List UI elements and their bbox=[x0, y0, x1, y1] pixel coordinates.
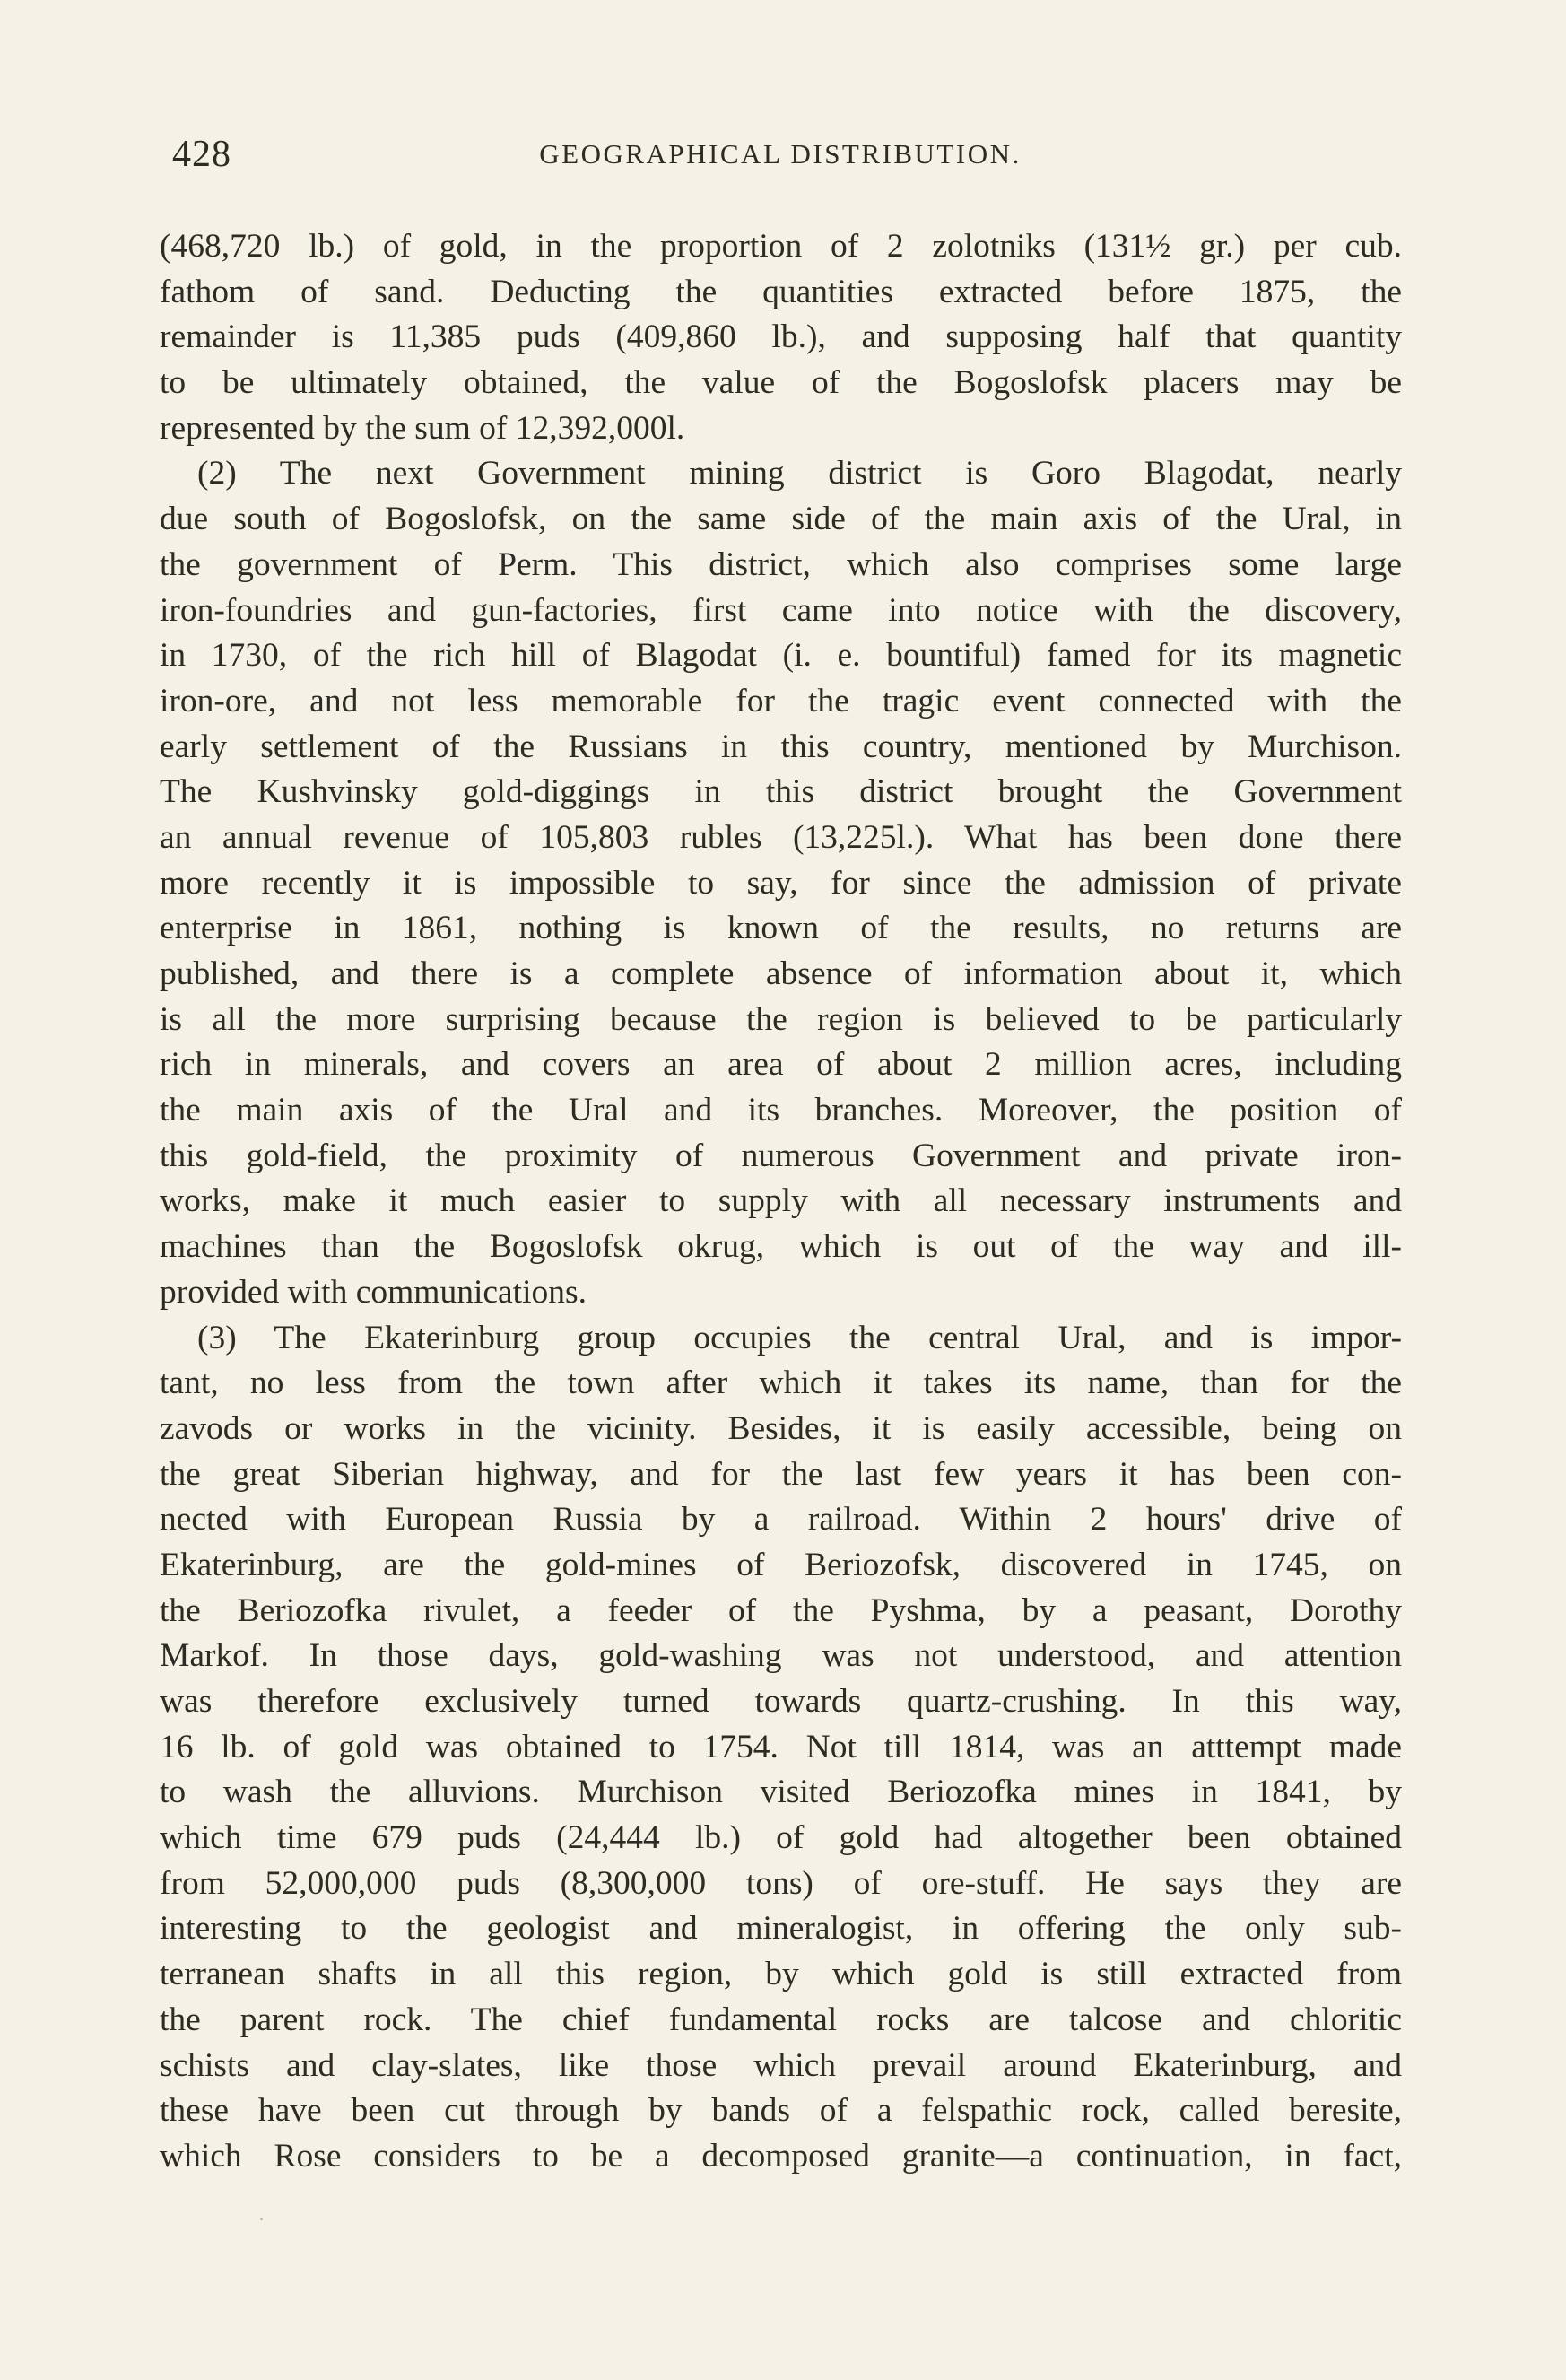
text-line: nected with European Russia by a railroad. Within 2 hours' drive of bbox=[160, 1501, 1402, 1539]
text-line: interesting to the geologist and mineralogist, in offering the only sub- bbox=[160, 1910, 1402, 1948]
paragraph-start-line: (3) The Ekaterinburg group occupies the central Ural, and is impor- bbox=[197, 1319, 1402, 1356]
text-line: the Beriozofka rivulet, a feeder of the Pyshma, by a peasant, Dorothy bbox=[160, 1591, 1402, 1629]
text-line: the parent rock. The chief fundamental rocks are talcose and chloritic bbox=[160, 2001, 1402, 2038]
running-title: GEOGRAPHICAL DISTRIBUTION. bbox=[539, 138, 1022, 170]
text-line: 16 lb. of gold was obtained to 1754. Not till 1814, was an atttempt made bbox=[160, 1728, 1402, 1765]
text-line: to be ultimately obtained, the value of the Bogoslofsk placers may be bbox=[160, 364, 1402, 402]
text-line: Ekaterinburg, are the gold-mines of Beriozofsk, discovered in 1745, on bbox=[160, 1546, 1402, 1583]
text-line: fathom of sand. Deducting the quantities extracted before 1875, the bbox=[160, 273, 1402, 310]
text-line: which time 679 puds (24,444 lb.) of gold had altogether been obtained bbox=[160, 1819, 1402, 1857]
text-line: zavods or works in the vicinity. Besides, it is easily accessible, being on bbox=[160, 1409, 1402, 1447]
text-line: represented by the sum of 12,392,000l. bbox=[160, 409, 685, 447]
text-line: early settlement of the Russians in this country, mentioned by Murchison. bbox=[160, 728, 1402, 765]
text-line: terranean shafts in all this region, by which gold is still extracted from bbox=[160, 1956, 1402, 1993]
paragraph-start-line: (2) The next Government mining district is Goro Blagodat, nearly bbox=[197, 455, 1402, 493]
text-line: this gold-field, the proximity of numerous Government and private iron- bbox=[160, 1137, 1402, 1174]
text-line: schists and clay-slates, like those which prevail around Ekaterinburg, and bbox=[160, 2046, 1402, 2084]
text-line: provided with communications. bbox=[160, 1273, 587, 1311]
text-line: the government of Perm. This district, which also comprises some large bbox=[160, 545, 1402, 583]
text-line: remainder is 11,385 puds (409,860 lb.), and supposing half that quantity bbox=[160, 318, 1402, 356]
text-line: more recently it is impossible to say, for since the admission of private bbox=[160, 864, 1402, 902]
text-line: from 52,000,000 puds (8,300,000 tons) of ore-stuff. He says they are bbox=[160, 1864, 1402, 1902]
text-line: iron-foundries and gun-factories, first came into notice with the discovery, bbox=[160, 591, 1402, 629]
text-line: rich in minerals, and covers an area of about 2 million acres, including bbox=[160, 1046, 1402, 1084]
text-line: the main axis of the Ural and its branches. Moreover, the position of bbox=[160, 1092, 1402, 1129]
text-line: in 1730, of the rich hill of Blagodat (i. e. bountiful) famed for its magnetic bbox=[160, 637, 1402, 675]
text-line: enterprise in 1861, nothing is known of the results, no returns are bbox=[160, 910, 1402, 947]
text-line: due south of Bogoslofsk, on the same side of the main axis of the Ural, in bbox=[160, 501, 1402, 538]
text-line: to wash the alluvions. Murchison visited Beriozofka mines in 1841, by bbox=[160, 1774, 1402, 1811]
text-line: was therefore exclusively turned towards quartz-crushing. In this way, bbox=[160, 1683, 1402, 1720]
text-line: these have been cut through by bands of a felspathic rock, called beresite, bbox=[160, 2092, 1402, 2130]
text-line: tant, no less from the town after which it takes its name, than for the bbox=[160, 1364, 1402, 1402]
text-line: the great Siberian highway, and for the last few years it has been con- bbox=[160, 1455, 1402, 1493]
text-line: (468,720 lb.) of gold, in the proportion of 2 zolotniks (131½ gr.) per cub. bbox=[160, 228, 1402, 265]
text-line: is all the more surprising because the region is believed to be particularly bbox=[160, 1000, 1402, 1038]
text-line: Markof. In those days, gold-washing was not understood, and attention bbox=[160, 1637, 1402, 1675]
text-line: machines than the Bogoslofsk okrug, which is out of the way and ill- bbox=[160, 1228, 1402, 1266]
page-number: 428 bbox=[172, 134, 231, 175]
text-line: works, make it much easier to supply with all necessary instruments and bbox=[160, 1182, 1402, 1220]
text-line: published, and there is a complete absence of information about it, which bbox=[160, 955, 1402, 992]
paper-speck bbox=[260, 2218, 263, 2220]
text-line: which Rose considers to be a decomposed granite—a continuation, in fact, bbox=[160, 2137, 1402, 2175]
running-head bbox=[161, 133, 1399, 178]
text-line: an annual revenue of 105,803 rubles (13,225l.). What has been done there bbox=[160, 818, 1402, 856]
body-text bbox=[160, 224, 1402, 2180]
text-line: The Kushvinsky gold-diggings in this district brought the Government bbox=[160, 773, 1402, 811]
text-line: iron-ore, and not less memorable for the tragic event connected with the bbox=[160, 682, 1402, 719]
